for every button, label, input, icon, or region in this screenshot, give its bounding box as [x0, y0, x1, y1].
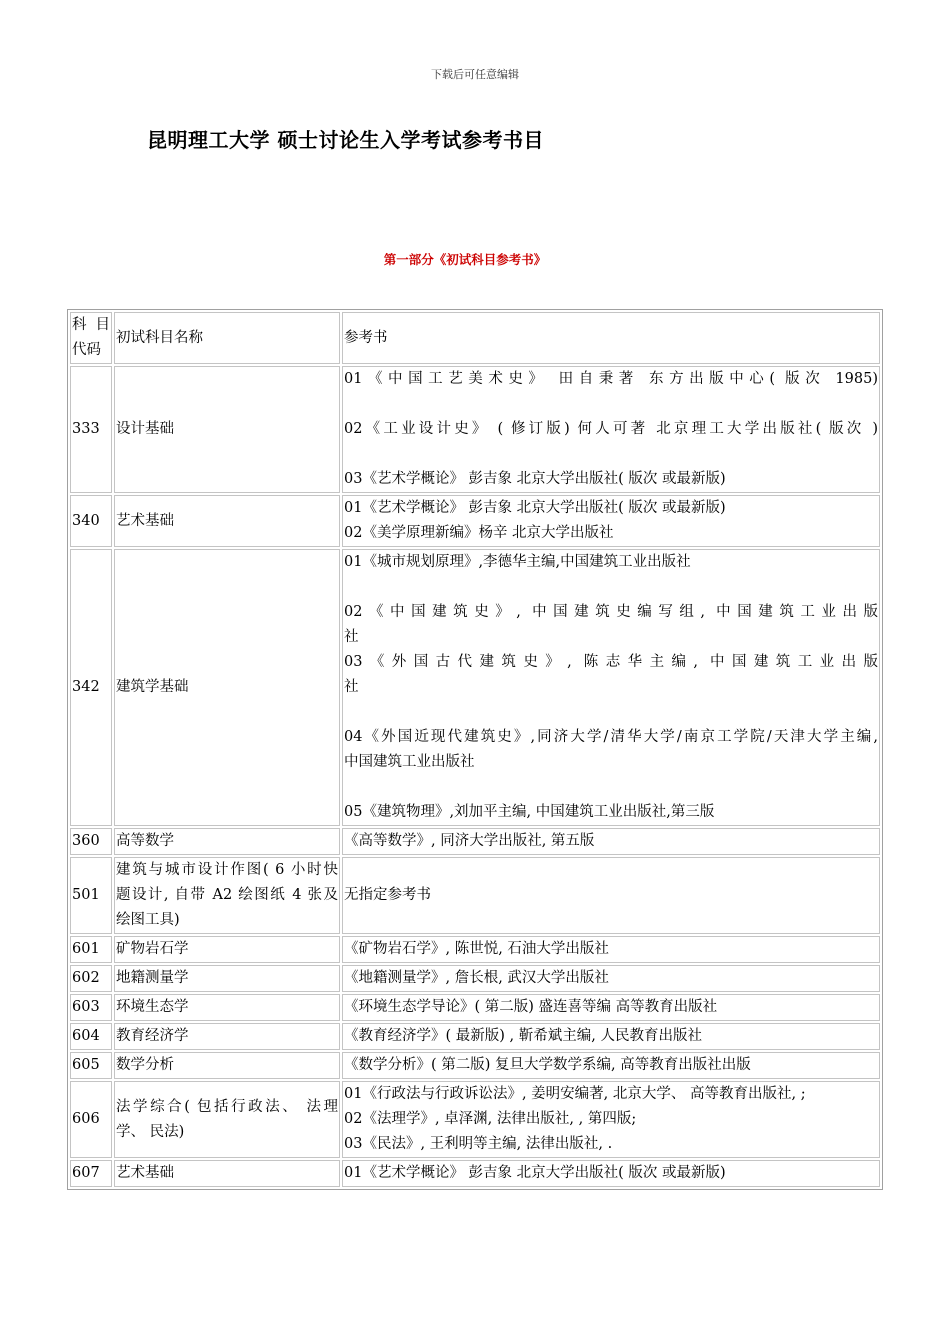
reference-item: 04《外国近现代建筑史》,同济大学/清华大学/南京工学院/天津大学主编,: [344, 729, 878, 745]
table-row: [70, 1023, 880, 1050]
table-row: [70, 965, 880, 992]
subject-code: 601: [70, 936, 112, 963]
subject-name: 环境生态学: [114, 994, 340, 1021]
header-code-line2: 代码: [72, 342, 101, 358]
table-row: [70, 994, 880, 1021]
table-row: [70, 1052, 880, 1079]
subject-name: 高等数学: [114, 828, 340, 855]
subject-code: 340: [70, 495, 112, 547]
reference-item: 《地籍测量学》, 詹长根, 武汉大学出版社: [344, 970, 609, 986]
subject-name: 数学分析: [114, 1052, 340, 1079]
table-row: [70, 936, 880, 963]
reference-item-continued: 中国建筑工业出版社: [344, 754, 475, 770]
reference-item: 02《工业设计史》 ( 修订版) 何人可著 北京理工大学出版社( 版次 ): [344, 421, 878, 437]
header-code-line1: 科 目: [72, 317, 110, 333]
reference-books-table: [67, 309, 883, 1190]
table-row: [70, 1081, 880, 1158]
subject-name: 艺术基础: [114, 1160, 340, 1187]
subject-code: 602: [70, 965, 112, 992]
table-row: [70, 366, 880, 493]
reference-item: 02《法理学》, 卓泽渊, 法律出版社, , 第四版;: [344, 1111, 637, 1127]
table-row: [70, 1160, 880, 1187]
reference-item: 02《中国建筑史》, 中国建筑史编写组, 中国建筑工业出版: [344, 604, 878, 620]
page-title: 昆明理工大学 硕士讨论生入学考试参考书目: [147, 128, 544, 152]
reference-item-continued: 社: [344, 629, 359, 645]
reference-list: [342, 965, 880, 992]
reference-list: [342, 495, 880, 547]
subject-name-line: 题设计, 自带 A2 绘图纸 4 张及: [116, 887, 338, 903]
table-row: [70, 828, 880, 855]
reference-list: [342, 994, 880, 1021]
header-name: 初试科目名称: [114, 312, 340, 364]
reference-item: 《教育经济学》( 最新版) , 靳希斌主编, 人民教育出版社: [344, 1028, 702, 1044]
header-code: [70, 312, 112, 364]
header-note: 下载后可任意编辑: [431, 68, 519, 81]
reference-item: 《环境生态学导论》( 第二版) 盛连喜等编 高等教育出版社: [344, 999, 718, 1015]
subject-name: [114, 1081, 340, 1158]
subject-name: 教育经济学: [114, 1023, 340, 1050]
reference-item-continued: 社: [344, 679, 359, 695]
table-row: [70, 549, 880, 826]
subject-code: 603: [70, 994, 112, 1021]
subject-code: 342: [70, 549, 112, 826]
subject-code: 501: [70, 857, 112, 934]
reference-item: 《高等数学》, 同济大学出版社, 第五版: [344, 833, 595, 849]
subject-name-line: 建筑与城市设计作图( 6 小时快: [116, 862, 338, 878]
reference-item: 03《民法》, 王利明等主编, 法律出版社, .: [344, 1136, 613, 1152]
reference-item: 无指定参考书: [344, 887, 431, 903]
table-row: [70, 495, 880, 547]
reference-list: [342, 1081, 880, 1158]
reference-item: 01《城市规划原理》,李德华主编,中国建筑工业出版社: [344, 554, 691, 570]
reference-list: [342, 828, 880, 855]
reference-list: [342, 857, 880, 934]
reference-item: 01《中国工艺美术史》 田自秉著 东方出版中心( 版次 1985): [344, 371, 878, 387]
reference-item: 03《艺术学概论》 彭吉象 北京大学出版社( 版次 或最新版): [344, 471, 726, 487]
subject-code: 606: [70, 1081, 112, 1158]
reference-item: 《矿物岩石学》, 陈世悦, 石油大学出版社: [344, 941, 609, 957]
subject-code: 607: [70, 1160, 112, 1187]
reference-item: 01《行政法与行政诉讼法》, 姜明安编著, 北京大学、 高等教育出版社, ;: [344, 1086, 806, 1102]
reference-item: 01《艺术学概论》 彭吉象 北京大学出版社( 版次 或最新版): [344, 1165, 726, 1181]
reference-list: [342, 1052, 880, 1079]
subject-name: 艺术基础: [114, 495, 340, 547]
reference-item: 02《美学原理新编》杨辛 北京大学出版社: [344, 525, 614, 541]
subject-code: 604: [70, 1023, 112, 1050]
reference-item: 05《建筑物理》,刘加平主编, 中国建筑工业出版社,第三版: [344, 804, 715, 820]
section-title: 第一部分《初试科目参考书》: [383, 252, 547, 267]
subject-name-line: 绘图工具): [116, 912, 180, 928]
reference-list: [342, 366, 880, 493]
reference-list: [342, 936, 880, 963]
subject-code: 333: [70, 366, 112, 493]
subject-name: 矿物岩石学: [114, 936, 340, 963]
subject-code: 360: [70, 828, 112, 855]
subject-name: 建筑学基础: [114, 549, 340, 826]
table-header-row: [70, 312, 880, 364]
reference-list: [342, 1160, 880, 1187]
subject-name: [114, 857, 340, 934]
subject-name: 设计基础: [114, 366, 340, 493]
reference-item: 《数学分析》( 第二版) 复旦大学数学系编, 高等教育出版社出版: [344, 1057, 751, 1073]
reference-list: [342, 549, 880, 826]
header-refs: 参考书: [342, 312, 880, 364]
reference-item: 01《艺术学概论》 彭吉象 北京大学出版社( 版次 或最新版): [344, 500, 726, 516]
subject-code: 605: [70, 1052, 112, 1079]
reference-list: [342, 1023, 880, 1050]
subject-name-line: 法学综合( 包括行政法、 法理: [116, 1098, 338, 1115]
subject-name: 地籍测量学: [114, 965, 340, 992]
table-row: [70, 857, 880, 934]
reference-item: 03《外国古代建筑史》, 陈志华主编, 中国建筑工业出版: [344, 654, 878, 670]
subject-name-line: 学、 民法): [116, 1123, 185, 1140]
